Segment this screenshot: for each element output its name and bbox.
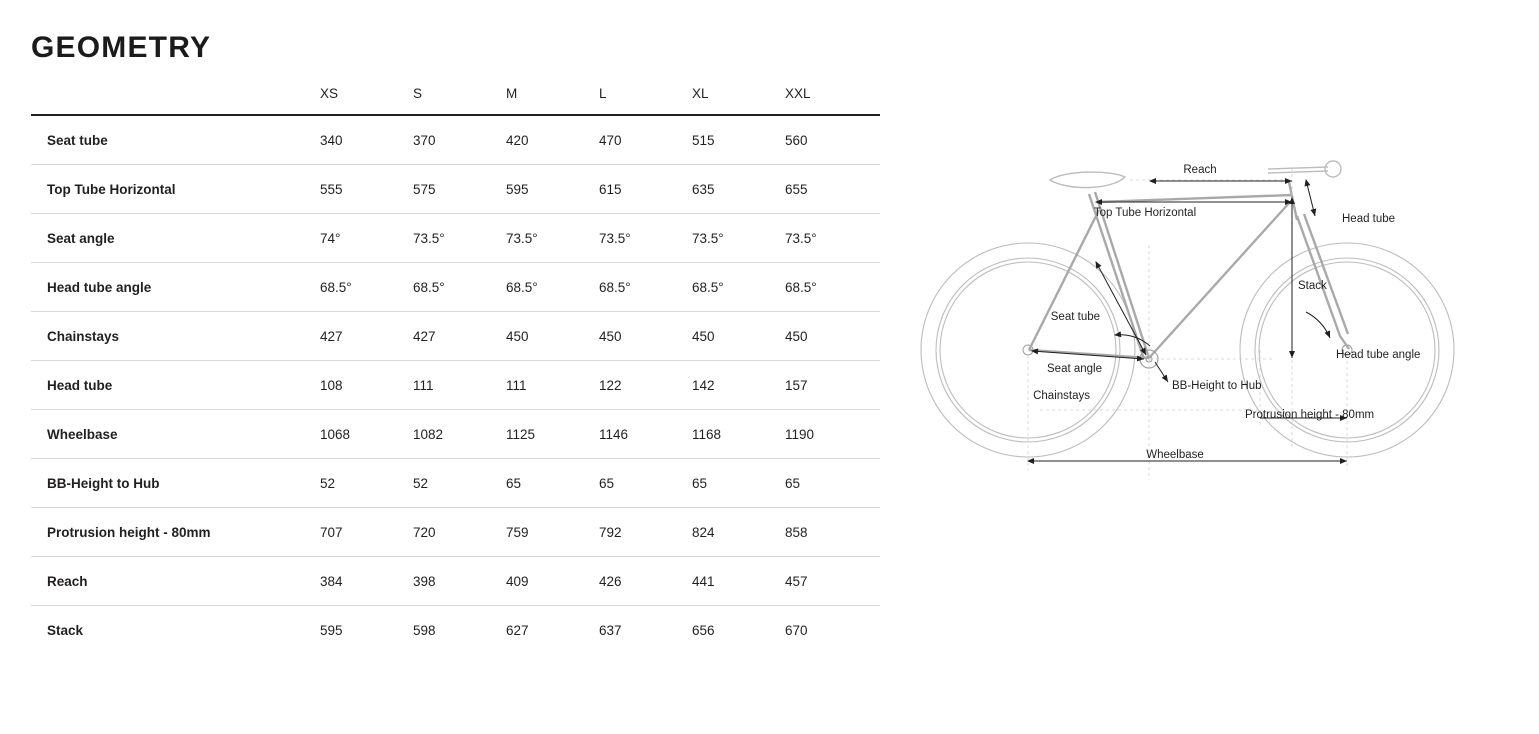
cell: 656 [692, 623, 715, 638]
cell: 824 [692, 508, 785, 557]
cell: 427 [320, 312, 413, 361]
cell: 68.5° [320, 263, 413, 312]
cell: 595 [320, 623, 343, 638]
row-label-top-tube-horizontal: Top Tube Horizontal [31, 165, 320, 214]
cell: 340 [320, 115, 413, 165]
cell: 73.5° [413, 214, 506, 263]
cell: 73.5° [692, 214, 785, 263]
cell: 157 [785, 361, 880, 410]
table-row [31, 361, 880, 410]
bike-diagram-svg [900, 150, 1520, 540]
cell: 108 [320, 361, 413, 410]
table-row [31, 263, 880, 312]
table-row [31, 557, 880, 606]
row-label-stack: Stack [47, 623, 84, 638]
row-label-seat-angle: Seat angle [31, 214, 320, 263]
cell: 1082 [413, 410, 506, 459]
row-label-head-tube: Head tube [31, 361, 320, 410]
cell: 122 [599, 361, 692, 410]
cell: 615 [599, 165, 692, 214]
cell: 74° [320, 214, 413, 263]
cell: 65 [692, 459, 785, 508]
cell: 1125 [506, 410, 599, 459]
cell: 707 [320, 508, 413, 557]
label-seat-angle: Seat angle [1047, 363, 1102, 375]
column-header-l: L [599, 86, 692, 115]
column-header-m: M [506, 86, 599, 115]
cell: 720 [413, 508, 506, 557]
label-bb-height-to-hub: BB-Height to Hub [1172, 380, 1262, 392]
table-row [31, 459, 880, 508]
table-header-row [31, 86, 880, 115]
row-label-wheelbase: Wheelbase [31, 410, 320, 459]
cell: 420 [506, 115, 599, 165]
column-header-s: S [413, 86, 506, 115]
table-row [31, 606, 880, 655]
geometry-table-wrapper [31, 86, 880, 654]
bike-geometry-diagram [900, 150, 1520, 540]
cell: 111 [413, 361, 506, 410]
cell: 1190 [785, 410, 880, 459]
label-protrusion-height: Protrusion height - 80mm [1245, 409, 1375, 421]
cell: 73.5° [785, 214, 880, 263]
table-row [31, 214, 880, 263]
geometry-table [31, 86, 880, 654]
column-header-measure [31, 86, 320, 115]
row-label-protrusion-height: Protrusion height - 80mm [31, 508, 320, 557]
cell: 370 [413, 115, 506, 165]
cell: 637 [599, 623, 622, 638]
handlebar [1268, 161, 1341, 177]
row-label-reach: Reach [31, 557, 320, 606]
cell: 65 [785, 459, 880, 508]
cell: 635 [692, 165, 785, 214]
row-label-head-tube-angle: Head tube angle [31, 263, 320, 312]
label-seat-tube: Seat tube [1050, 311, 1100, 323]
cell: 52 [413, 459, 506, 508]
cell: 450 [785, 312, 880, 361]
cell: 598 [413, 623, 436, 638]
cell: 555 [320, 165, 413, 214]
cell: 515 [692, 115, 785, 165]
cell: 441 [692, 557, 785, 606]
cell: 384 [320, 557, 413, 606]
cell: 1168 [692, 410, 785, 459]
row-label-chainstays: Chainstays [31, 312, 320, 361]
column-header-xs: XS [320, 86, 413, 115]
cell: 68.5° [413, 263, 506, 312]
cell: 111 [506, 361, 599, 410]
cell: 450 [599, 312, 692, 361]
cell: 450 [692, 312, 785, 361]
table-row [31, 508, 880, 557]
table-head [31, 86, 880, 115]
cell: 792 [599, 508, 692, 557]
cell: 1146 [599, 410, 692, 459]
cell: 427 [413, 312, 506, 361]
row-label-seat-tube: Seat tube [31, 115, 320, 165]
cell: 73.5° [506, 214, 599, 263]
cell: 142 [692, 361, 785, 410]
cell: 560 [785, 115, 880, 165]
cell: 398 [413, 557, 506, 606]
table-row [31, 115, 880, 165]
cell: 627 [506, 623, 529, 638]
table-body [31, 115, 880, 654]
cell: 450 [506, 312, 599, 361]
cell: 759 [506, 508, 599, 557]
column-header-xxl: XXL [785, 86, 880, 115]
label-stack: Stack [1298, 280, 1327, 292]
cell: 595 [506, 165, 599, 214]
cell: 65 [506, 459, 599, 508]
cell: 426 [599, 557, 692, 606]
label-top-tube-horizontal: Top Tube Horizontal [1093, 207, 1197, 219]
label-wheelbase: Wheelbase [1146, 449, 1204, 461]
cell: 470 [599, 115, 692, 165]
table-row [31, 410, 880, 459]
saddle [1050, 172, 1125, 187]
cell: 457 [785, 557, 880, 606]
label-reach: Reach [1183, 164, 1217, 176]
cell: 1068 [320, 410, 413, 459]
cell: 409 [506, 557, 599, 606]
cell: 670 [785, 623, 808, 638]
label-head-tube-angle: Head tube angle [1336, 349, 1421, 361]
label-chainstays: Chainstays [1033, 390, 1090, 402]
table-row [31, 165, 880, 214]
page-title: GEOMETRY [31, 31, 212, 64]
cell: 68.5° [785, 263, 880, 312]
row-label-bb-height-to-hub: BB-Height to Hub [31, 459, 320, 508]
column-header-xl: XL [692, 86, 785, 115]
cell: 52 [320, 459, 413, 508]
cell: 68.5° [692, 263, 785, 312]
cell: 68.5° [599, 263, 692, 312]
cell: 655 [785, 165, 880, 214]
cell: 575 [413, 165, 506, 214]
label-head-tube: Head tube [1342, 213, 1396, 225]
cell: 73.5° [599, 214, 692, 263]
cell: 68.5° [506, 263, 599, 312]
table-row [31, 312, 880, 361]
cell: 858 [785, 508, 880, 557]
cell: 65 [599, 459, 692, 508]
